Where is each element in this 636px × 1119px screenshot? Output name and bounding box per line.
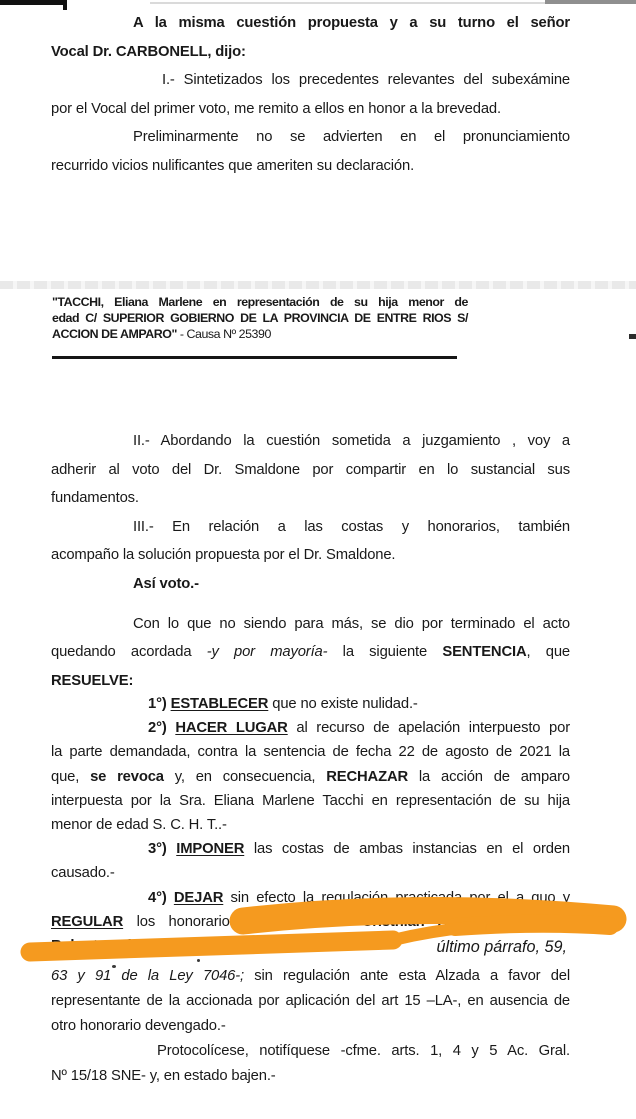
text-line: REGULAR los honorarios de los Dres. Cristhian Adrián Barreto y [51, 913, 570, 930]
text-line: 1°) ESTABLECER que no existe nulidad.- [148, 696, 418, 712]
opening-vote-section [51, 9, 570, 181]
ink-speck [197, 959, 200, 962]
scan-edge-bar [0, 0, 66, 5]
text-line: recurrido vicios nulificantes que ameriten su declaración. [51, 157, 415, 174]
text-line: menor de edad S. C. H. T..- [51, 817, 227, 834]
scan-edge-faint-line [150, 2, 545, 4]
text-line: Con lo que no siendo para más, se dio por terminado el acto [133, 615, 570, 632]
text-line: Nº 15/18 SNE- y, en estado bajen.- [51, 1068, 276, 1084]
text-line: Roberto Fabián Thea [51, 938, 196, 955]
text-line: I.- Sintetizados los precedentes relevantes del subexámine [162, 72, 570, 89]
text-line: interpuesta por la Sra. Eliana Marlene Tacchi en representación de su hija [51, 792, 570, 809]
text-line: otro honorario devengado.- [51, 1018, 226, 1034]
text-line: quedando acordada -y por mayoría- la siguiente SENTENCIA, que [51, 644, 570, 661]
case-caption-block [52, 294, 468, 343]
text-line: edad C/ SUPERIOR GOBIERNO DE LA PROVINCIA DE ENTRE RIOS S/ [52, 311, 468, 326]
text-line: Así voto.- [133, 575, 199, 592]
text-line: II.- Abordando la cuestión sometida a juzgamiento , voy a [133, 433, 570, 449]
text-line: Preliminarmente no se advierten en el pronunciamiento [133, 129, 570, 146]
text-line: representante de la accionada por aplicación del art 15 –LA-, en ausencia de [51, 993, 570, 1009]
text-line: "TACCHI, Eliana Marlene en representación de su hija menor de [52, 295, 468, 309]
text-line: A la misma cuestión propuesta y a su turno el señor [133, 15, 570, 31]
closing-section [51, 964, 570, 1089]
text-line: 4°) DEJAR sin efecto la regulación practicada por el a quo y [148, 889, 570, 906]
text-line: Vocal Dr. CARBONELL, dijo: [51, 43, 246, 60]
text-line: la parte demandada, contra la sentencia de fecha 22 de agosto de 2021 la [51, 744, 570, 761]
text-line: fundamentos. [51, 490, 139, 507]
partially-visible-italic-line: último párrafo, 59, [436, 938, 567, 956]
scan-speck [629, 334, 636, 339]
text-line: 3°) IMPONER las costas de ambas instancias en el orden [148, 841, 570, 858]
text-line: por el Vocal del primer voto, me remito a ellos en honor a la brevedad. [51, 100, 501, 117]
text-line: RESUELVE: [51, 672, 134, 689]
text-line: causado.- [51, 865, 115, 882]
text-line: 63 y 91 de la Ley 7046-; sin regulación ante esta Alzada a favor del [51, 968, 571, 984]
resolution-items-section [51, 692, 570, 958]
text-line: 2°) HACER LUGAR al recurso de apelación interpuesto por [148, 720, 570, 737]
vote-body-section [51, 427, 570, 695]
text-line: Protocolícese, notifíquese -cfme. arts. 1, 4 y 5 Ac. Gral. [157, 1043, 570, 1059]
text-line: ACCION DE AMPARO" - Causa Nº 25390 [52, 327, 271, 342]
scan-edge-bar-right [545, 0, 636, 4]
text-line: adherir al voto del Dr. Smaldone por compartir en lo sustancial sus [51, 461, 570, 478]
text-line: acompaño la solución propuesta por el Dr. Smaldone. [51, 547, 396, 564]
text-line: que, se revoca y, en consecuencia, RECHAZAR la acción de amparo [51, 768, 570, 785]
text-line: III.- En relación a las costas y honorarios, también [133, 518, 570, 535]
page-seam-band [0, 281, 636, 289]
header-underline-rule [52, 356, 457, 359]
